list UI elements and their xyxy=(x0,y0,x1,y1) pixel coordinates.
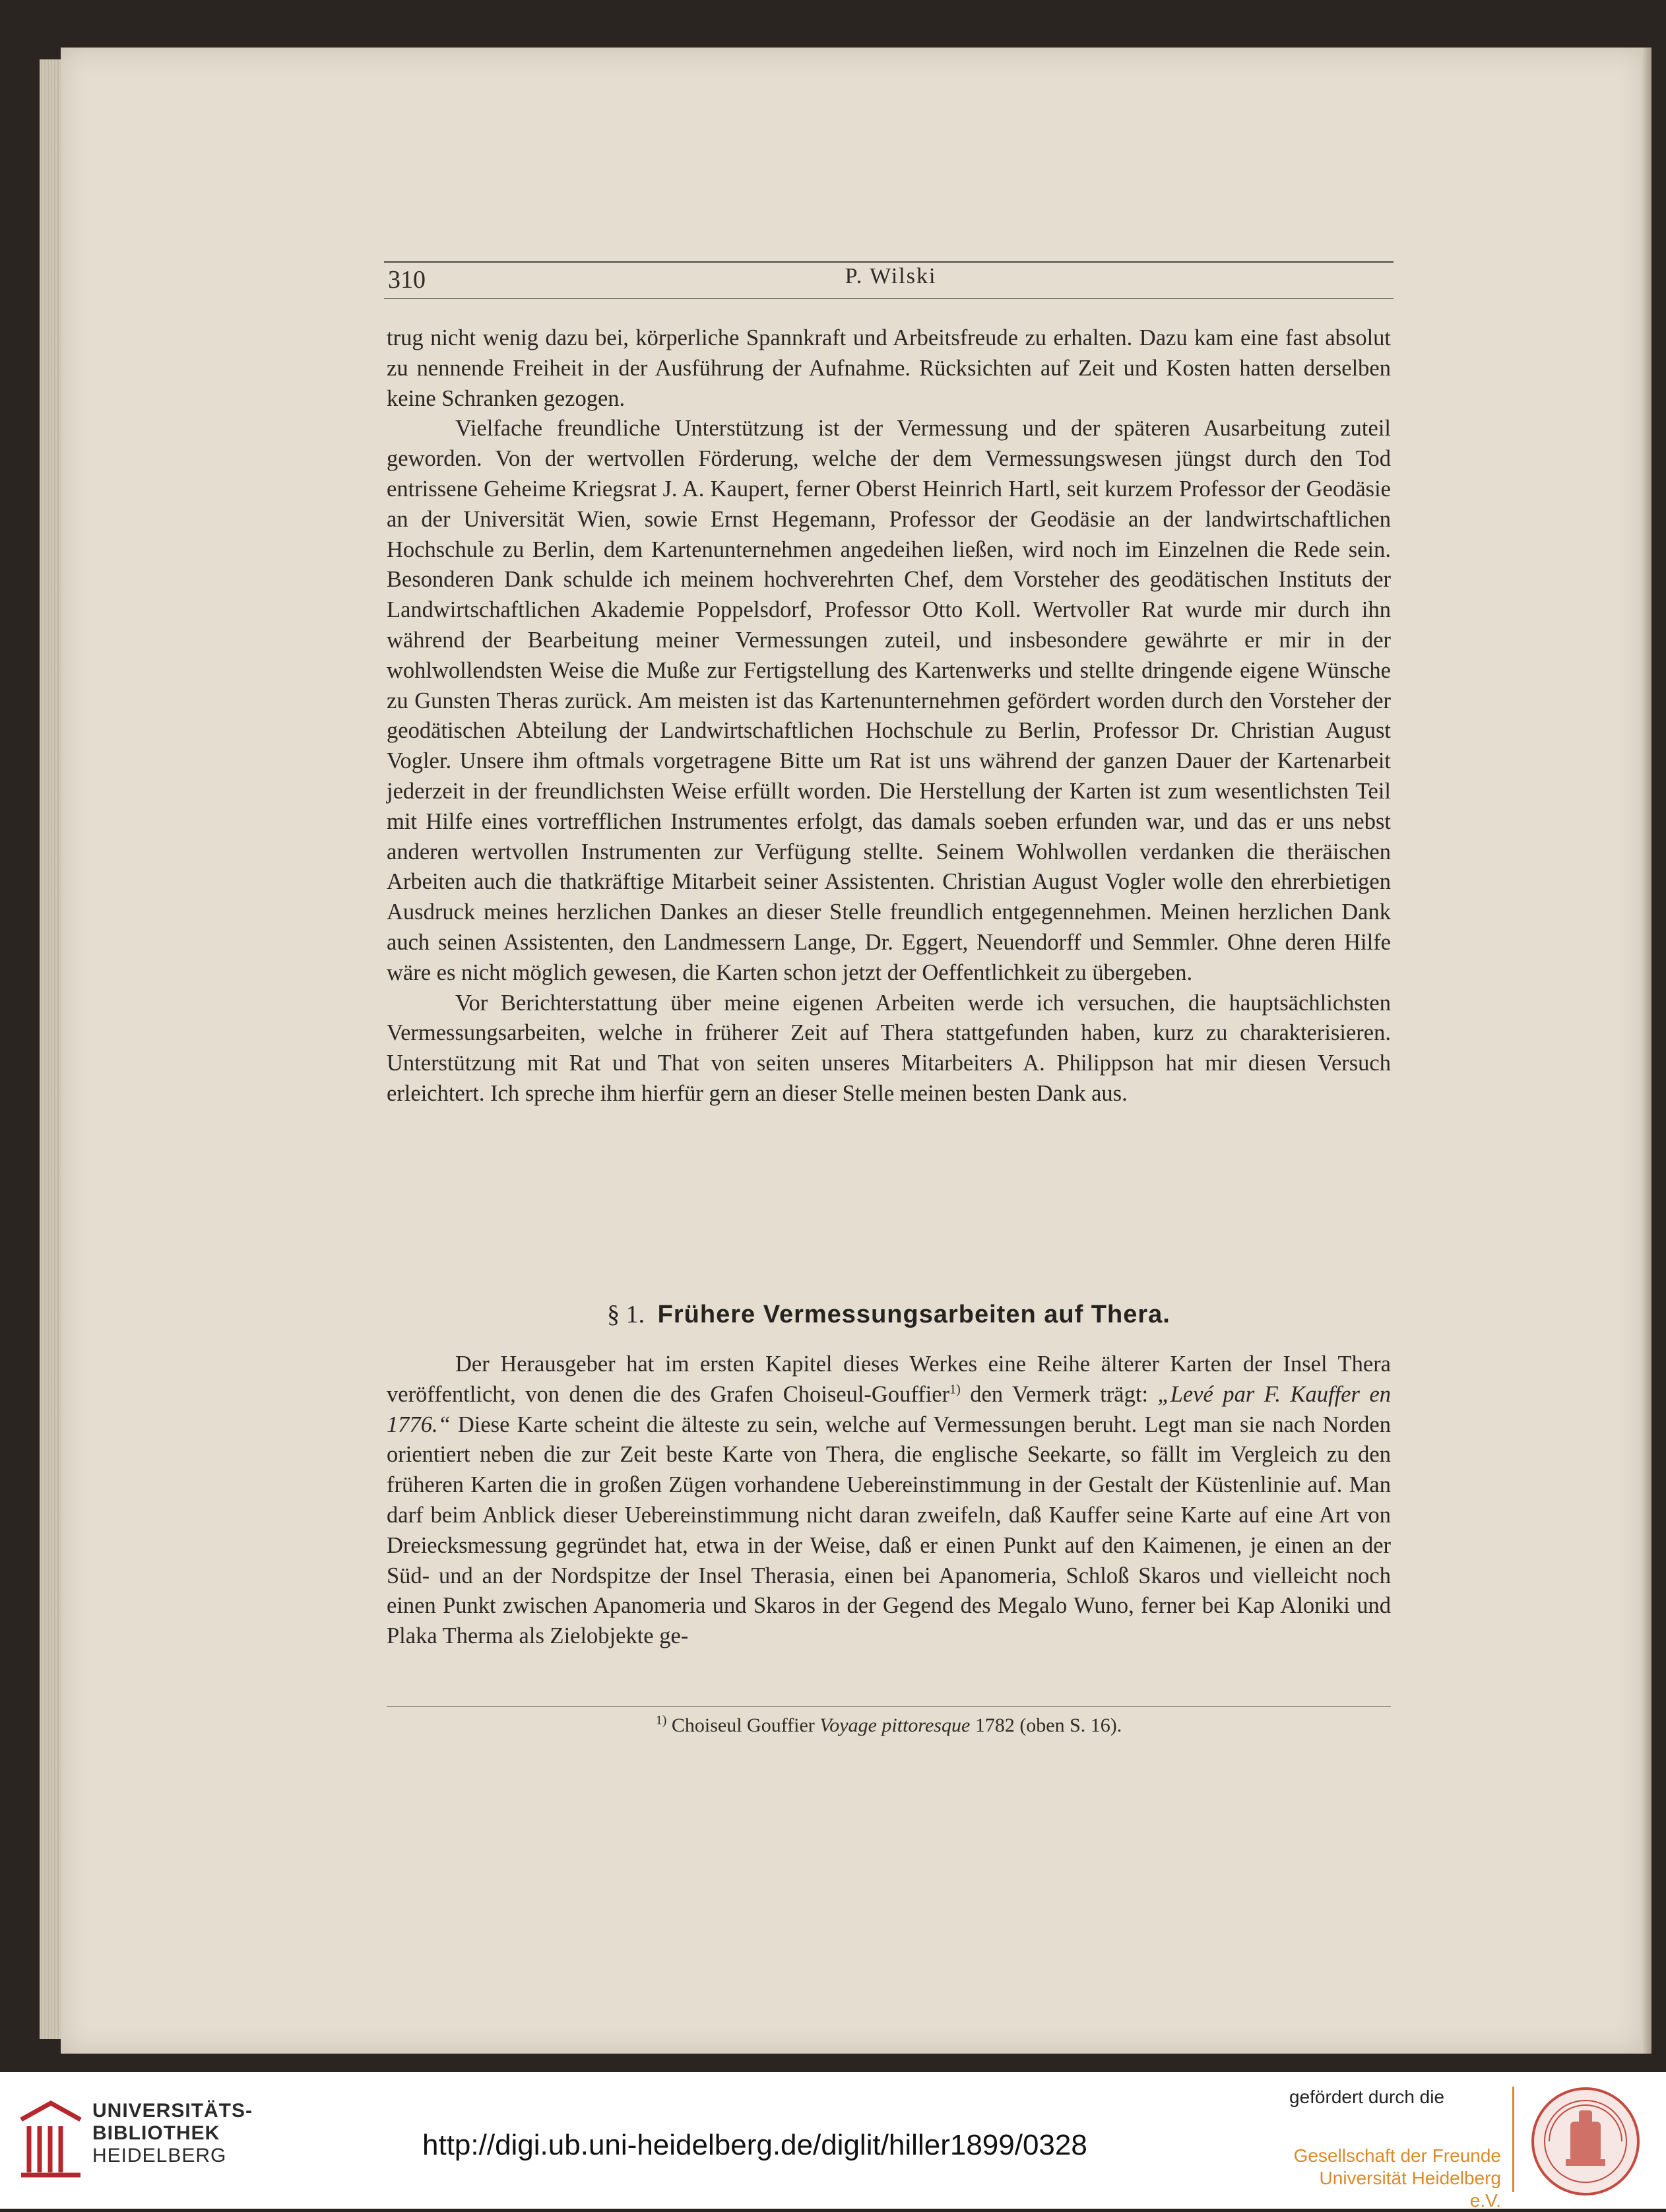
paragraph-text: Diese Karte scheint die älteste zu sein, welche auf Vermessungen beruht. Legt man sie nach Norden orientiert neben die zur Zeit beste Karte von Thera, die englische Seekarte, so fällt im Vergleich zu den früheren Karten die in großen Zügen vorhandene Uebereinstimmung in der Gestalt der Küstenlinie auf. Man darf beim Anblick dieser Uebereinstimmung nicht daran zweifeln, daß Kauffer seine Karte auf eine Art von Dreiecksmessung gegründet hat, etwa in der Weise, daß er einen Punkt auf den Kaimenen, je einen an der Süd- und an der Nordspitze der Insel Therasia, einen bei Apanomeria, Schloß Skaros und vielleicht noch einen Punkt zwischen Apanomeria und Skaros in der Gegend des Megalo Wuno, ferner bei Kap Aloniki und Plaka Therma als Zielobjekte ge- xyxy=(387,1412,1391,1649)
paragraph-text: den Vermerk trägt: xyxy=(960,1381,1149,1407)
body-text-intro xyxy=(387,323,1391,1109)
section-title: Frühere Vermessungsarbeiten auf Thera. xyxy=(657,1301,1170,1328)
library-name-line: UNIVERSITÄTS- xyxy=(92,2100,253,2122)
header-rule-lower xyxy=(384,298,1394,299)
permalink-url[interactable]: http://digi.ub.uni-heidelberg.de/diglit/hiller1899/0328 xyxy=(422,2129,1087,2161)
sponsor-name-line: Universität Heidelberg e.V. xyxy=(1319,2168,1501,2211)
library-logo-icon xyxy=(15,2093,87,2179)
footnote-text: Choiseul Gouffier xyxy=(666,1714,820,1736)
footnote-text: 1782 (oben S. 16). xyxy=(970,1714,1122,1736)
paragraph: Vor Berichterstattung über meine eigenen Arbeiten werde ich versuchen, die hauptsächlichsten Vermessungsarbeiten, welche in früherer Zeit auf Thera stattgefunden haben, kurz zu charakterisieren. Unterstützung mit Rat und That von seiten unseres Mitarbeiters A. Philippson hat mir diesen Versuch erleichtert. Ich spreche ihm hierfür gern an dieser Stelle meinen besten Dank aus. xyxy=(387,990,1391,1106)
paragraph: Vielfache freundliche Unterstützung ist der Vermessung und der späteren Ausarbeitung zuteil geworden. Von der wertvollen Förderung, welche der dem Vermessungswesen jüngst durch den Tod entrissene Geheime Kriegsrat J. A. Kaupert, ferner Oberst Heinrich Hartl, seit kurzem Professor der Geodäsie an der Universität Wien, sowie Ernst Hegemann, Professor der Geodäsie an der landwirtschaftlichen Hochschule zu Berlin, dem Kartenunternehmen angedeihen ließen, wird noch im Einzelnen die Rede sein. Besonderen Dank schulde ich meinem hochverehrten Chef, dem Vorsteher des geodätischen Instituts der Landwirtschaftlichen Akademie Poppelsdorf, Professor Otto Koll. Wertvoller Rat wurde mir durch ihn während der Bearbeitung meiner Vermessungen zuteil, und insbesondere gewährte er mir in der wohlwollendsten Weise die Muße zur Fertigstellung des Kartenwerks und stellte dringende eigene Wünsche zu Gunsten Theras zurück. Am meisten ist das Kartenunternehmen gefördert worden durch den Vorsteher der geodätischen Abteilung der Landwirtschaftlichen Hochschule zu Berlin, Professor Dr. Christian August Vogler. Unsere ihm oftmals vorgetragene Bitte um Rat ist uns während der ganzen Dauer der Kartenarbeit jederzeit in der freundlichsten Weise erfüllt worden. Die Herstellung der Karten ist zum wesentlichsten Teil mit Hilfe eines vortrefflichen Instrumentes erfolgt, das damals soeben erfunden war, und das er uns nebst anderen wertvollen Instrumenten zur Verfügung stellte. Seinem Wohlwollen verdanken die theräischen Arbeiten auch die thatkräftige Mitarbeit seiner Assistenten. Christian August Vogler wolle den ehrerbietigen Ausdruck meines herzlichen Dankes an dieser Stelle freundlich entgegennehmen. Meinen herzlichen Dank auch seinen Assistenten, den Landmessern Lange, Dr. Eggert, Neuendorff und Semmler. Ohne deren Hilfe wäre es nicht möglich gewesen, die Karten schon jetzt der Oeffentlichkeit zu übergeben. xyxy=(387,416,1391,985)
header-rule xyxy=(384,261,1394,263)
running-head: P. Wilski xyxy=(845,264,937,288)
sponsor-label: gefördert durch die xyxy=(1289,2087,1445,2107)
italic-quote: „Levé par F. Kauffer en 1776.“ xyxy=(387,1381,1392,1437)
section-symbol: § 1. xyxy=(607,1301,645,1328)
page-number: 310 xyxy=(388,266,426,294)
page-right-edge xyxy=(1641,48,1651,2054)
section-heading xyxy=(387,1300,1391,1329)
footnote-marker: 1) xyxy=(655,1713,667,1728)
paragraph-text: Der Herausgeber hat im ersten Kapitel dieses Werkes eine Reihe älterer Karten der Insel Thera veröffentlicht, von denen die des Grafen Choiseul-Gouffier xyxy=(387,1351,1391,1407)
sponsor-name xyxy=(1293,2145,1501,2212)
library-name xyxy=(92,2100,253,2167)
library-banner xyxy=(0,2072,1666,2209)
paragraph: trug nicht wenig dazu bei, körperliche Spannkraft und Arbeitsfreude zu erhalten. Dazu kam eine fast absolut zu nennende Freiheit in der Ausführung der Aufnahme. Rücksichten auf Zeit und Kosten hatten derselben keine Schranken gezogen. xyxy=(387,325,1391,411)
library-name-line: BIBLIOTHEK xyxy=(92,2122,220,2144)
sponsor-divider xyxy=(1512,2087,1514,2192)
footnote-rule xyxy=(387,1706,1391,1707)
body-text-section xyxy=(387,1350,1391,1652)
paragraph xyxy=(387,1350,1391,1652)
footnote-ref: 1) xyxy=(949,1382,961,1397)
sponsor-name-line: Gesellschaft der Freunde xyxy=(1293,2145,1501,2166)
footnote-italic: Voyage pittoresque xyxy=(819,1714,971,1736)
university-seal-icon xyxy=(1529,2085,1642,2197)
library-name-line: HEIDELBERG xyxy=(92,2145,227,2166)
footnote xyxy=(387,1714,1391,1737)
